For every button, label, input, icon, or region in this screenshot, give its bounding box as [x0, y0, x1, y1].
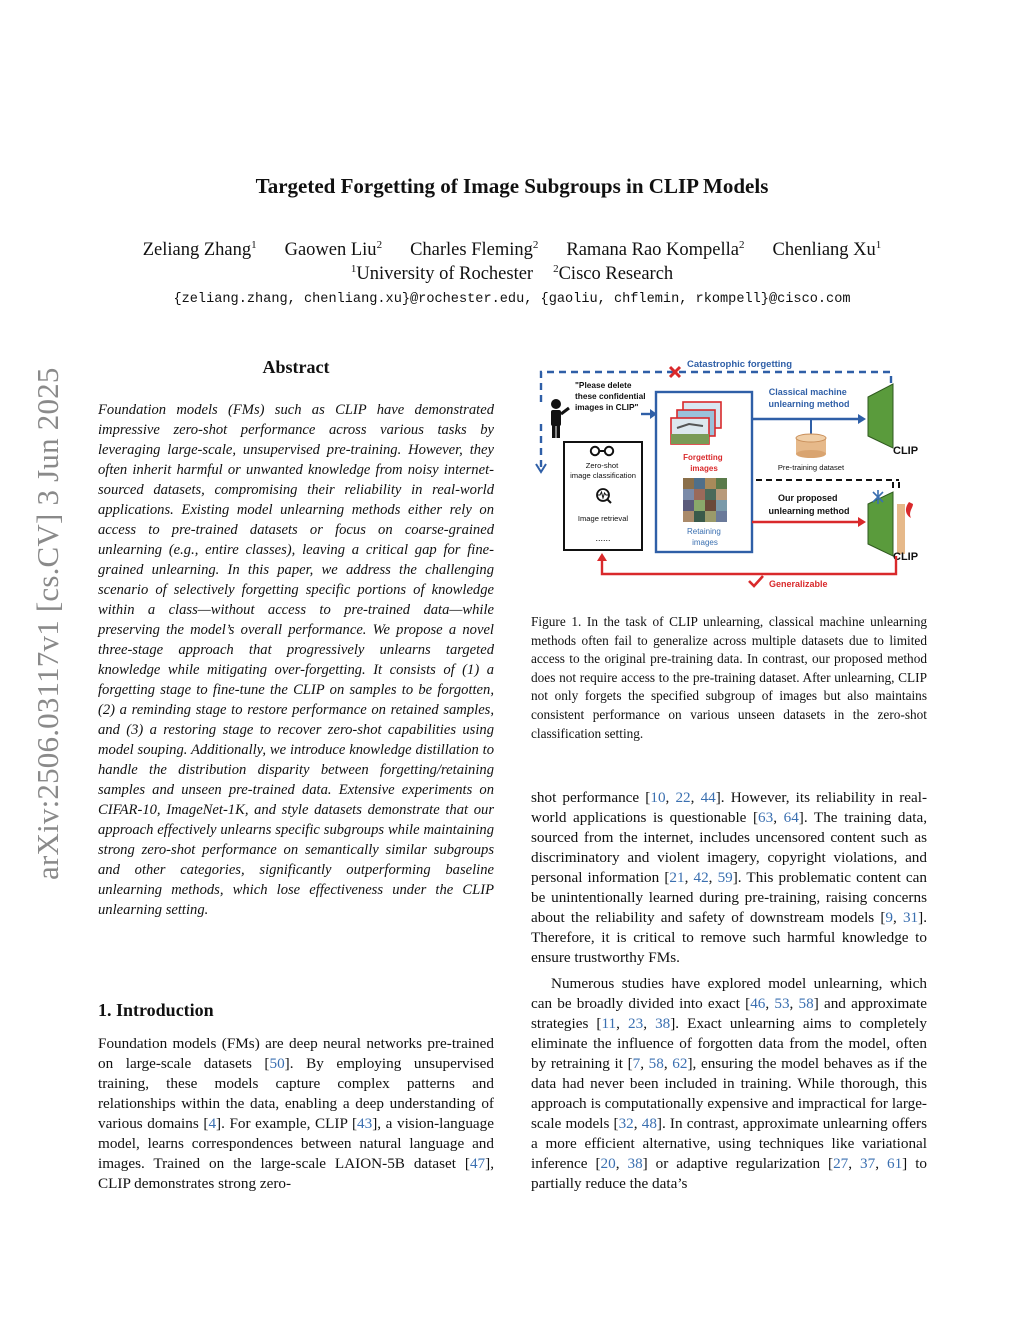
citation-link[interactable]: 50 — [269, 1055, 285, 1072]
citation-link[interactable]: 38 — [627, 1155, 643, 1172]
retaining-label: Retaining images — [686, 527, 721, 547]
intro-paragraph-1: Foundation models (FMs) are deep neural networks pre-trained on large-scale datasets [50]. By employing unsupervised training, these models capture complex patterns and relationships within the data, enabling a deep understanding of various domains [4]. For example, CLIP [43], a vision-language model, learns correspondences between natural language and images. Trained on the large-scale LAION-5B dataset [47], CLIP demonstrates strong zero- — [98, 1035, 494, 1192]
author-name: Ramana Rao Kompella$^2$ — [566, 239, 745, 260]
citation-link[interactable]: 38 — [655, 1015, 671, 1032]
citation-link[interactable]: 58 — [798, 995, 814, 1012]
citation-link[interactable]: 32 — [618, 1115, 634, 1132]
citation-link[interactable]: 27 — [833, 1155, 849, 1172]
flame-icon — [906, 502, 913, 518]
intro-paragraph-2: Numerous studies have explored model unlearning, which can be broadly divided into exact [46, 53, 58] and approximate strategies [11, 23, 38]. Exact unlearning aims to completely eliminate the influence of forgotten data from the model, often by retraining it [7, 58, 62], ensuring the model behaves as if the data had never been included in training. While thorough, this approach is computationally expensive and impractical for large-scale models [32, 48]. In contrast, approximate unlearning offers a more efficient alternative, using techniques like variational inference [20, 38] or adaptive regularization [27, 37, 61] to partially reduce the data’s — [531, 975, 928, 1192]
retaining-images-grid — [683, 478, 727, 522]
arxiv-stamp: arXiv:2506.03117v1 [cs.CV] 3 Jun 2025 — [30, 367, 65, 880]
citation-link[interactable]: 48 — [641, 1115, 657, 1132]
abstract-heading: Abstract — [262, 357, 330, 377]
paper-title: Targeted Forgetting of Image Subgroups in CLIP Models — [255, 174, 769, 198]
citation-link[interactable]: 11 — [601, 1015, 617, 1032]
figure-1-diagram — [531, 352, 927, 598]
citation-link[interactable]: 62 — [672, 1055, 688, 1072]
clip-model-top — [868, 384, 893, 448]
affiliation-list — [0, 264, 1024, 285]
citation-link[interactable]: 59 — [717, 869, 733, 886]
citation-link[interactable]: 46 — [750, 995, 766, 1012]
citation-link[interactable]: 44 — [700, 789, 716, 806]
citation-link[interactable]: 21 — [669, 869, 685, 886]
retrieval-label: Image retrieval — [577, 514, 629, 523]
affiliation: $^2$Cisco Research — [553, 263, 674, 284]
checkmark-icon — [749, 576, 763, 586]
citation-link[interactable]: 31 — [902, 909, 919, 926]
author-name: Gaowen Liu$^2$ — [284, 239, 383, 260]
citation-link[interactable]: 37 — [860, 1155, 876, 1172]
citation-link[interactable]: 58 — [648, 1055, 664, 1072]
citation-link[interactable]: 22 — [675, 789, 691, 806]
author-name: Charles Fleming$^2$ — [410, 239, 539, 260]
clip-label-top: CLIP — [893, 445, 919, 457]
author-emails: {zeliang.zhang, chenliang.xu}@rochester.edu, {gaoliu, chflemin, rkompell}@cisco.com — [173, 292, 851, 307]
citation-link[interactable]: 64 — [783, 809, 799, 826]
section-heading-introduction: 1. Introduction — [98, 1000, 214, 1020]
zeroshot-label: Zero-shot image classification — [570, 461, 636, 480]
citation-link[interactable]: 4 — [208, 1115, 217, 1132]
citation-link[interactable]: 43 — [357, 1115, 373, 1132]
citation-link[interactable]: 9 — [885, 909, 894, 926]
citation-link[interactable]: 47 — [469, 1155, 486, 1172]
intro-paragraph-1-continued: shot performance [10, 22, 44]. However, its reliability in real-world applications is questionable [63, 64]. The training data, sourced from the internet, includes uncensored content such as discriminatory and violent imagery, copyright violations, and personal information [21, 42, 59]. This problematic content can be unintentionally learned during pre-training, raising concerns about the reliability and safety of downstream models [9, 31]. Therefore, it is critical to remove such harmful knowledge to ensure trustworthy FMs. — [531, 789, 928, 966]
clip-label-bottom: CLIP — [893, 551, 919, 563]
citation-link[interactable]: 7 — [632, 1055, 641, 1072]
citation-link[interactable]: 63 — [758, 809, 774, 826]
request-quote: "Please delete these confidential images in CLIP" — [575, 380, 646, 412]
catastrophic-label: Catastrophic forgetting — [687, 359, 793, 370]
pretraining-dataset-label: Pre-training dataset — [777, 463, 845, 472]
person-icon — [551, 399, 569, 438]
figure-1-caption: Figure 1. In the task of CLIP unlearning, classical machine unlearning methods often fail to generalize across multiple datasets due to limited access to the original pre-training data. In contrast, our proposed method does not require access to the pre-training dataset. After unlearning, CLIP not only forgets the specified subgroup of images but also maintains consistent performance on various unseen datasets in the zero-shot classification setting. — [531, 614, 927, 741]
citation-link[interactable]: 61 — [886, 1155, 903, 1172]
proposed-method-label: Our proposed unlearning method — [768, 493, 850, 516]
author-list — [0, 240, 1024, 261]
author-name: Zeliang Zhang$^1$ — [142, 239, 257, 260]
classical-method-label: Classical machine unlearning method — [768, 387, 850, 409]
abstract-text: Foundation models (FMs) such as CLIP have demonstrated impressive zero-shot performance across various tasks by leveraging large-scale, unsupervised pre-training. However, they often inherit harmful or unwanted knowledge from noisy internet-sourced datasets, compromising their reliability in real-world applications. Existing model unlearning methods either rely on access to pre-trained datasets or focus on coarse-grained unlearning (e.g., entire classes), leaving a critical gap for fine-grained unlearning. In this paper, we address the challenging scenario of selectively forgetting specific portions of knowledge within a class—without access to pre-trained data—while preserving the model’s overall performance. We propose a novel three-stage approach that progressively unlearns targeted knowledge while mitigating over-forgetting. It consists of (1) a forgetting stage to fine-tune the CLIP on samples to be forgotten, (2) a reminding stage to restore performance on retained samples, and (3) a restoring stage to recover zero-shot capabilities using model souping. Additionally, we introduce knowledge distillation to handle the distribution disparity between forgetting/retaining samples and unseen pre-trained data. Extensive experiments on CIFAR-10, ImageNet-1K, and style datasets demonstrate that our approach effectively unlearns specific subgroups while maintaining strong zero-shot performance on semantically similar subgroups and other categories, significantly outperforming baseline unlearning methods, which lose effectiveness under the CLIP unlearning setting. — [98, 402, 494, 918]
citation-link[interactable]: 20 — [600, 1155, 616, 1172]
generalizable-label: Generalizable — [769, 579, 828, 589]
affiliation: $^1$University of Rochester — [350, 263, 534, 284]
citation-link[interactable]: 23 — [628, 1015, 644, 1032]
database-icon — [796, 434, 826, 458]
forgetting-label: Forgetting images — [683, 453, 723, 473]
citation-link[interactable]: 42 — [693, 869, 709, 886]
ellipsis: ...... — [595, 533, 611, 543]
citation-link[interactable]: 53 — [774, 995, 790, 1012]
citation-link[interactable]: 10 — [650, 789, 666, 806]
author-name: Chenliang Xu$^1$ — [772, 239, 882, 260]
